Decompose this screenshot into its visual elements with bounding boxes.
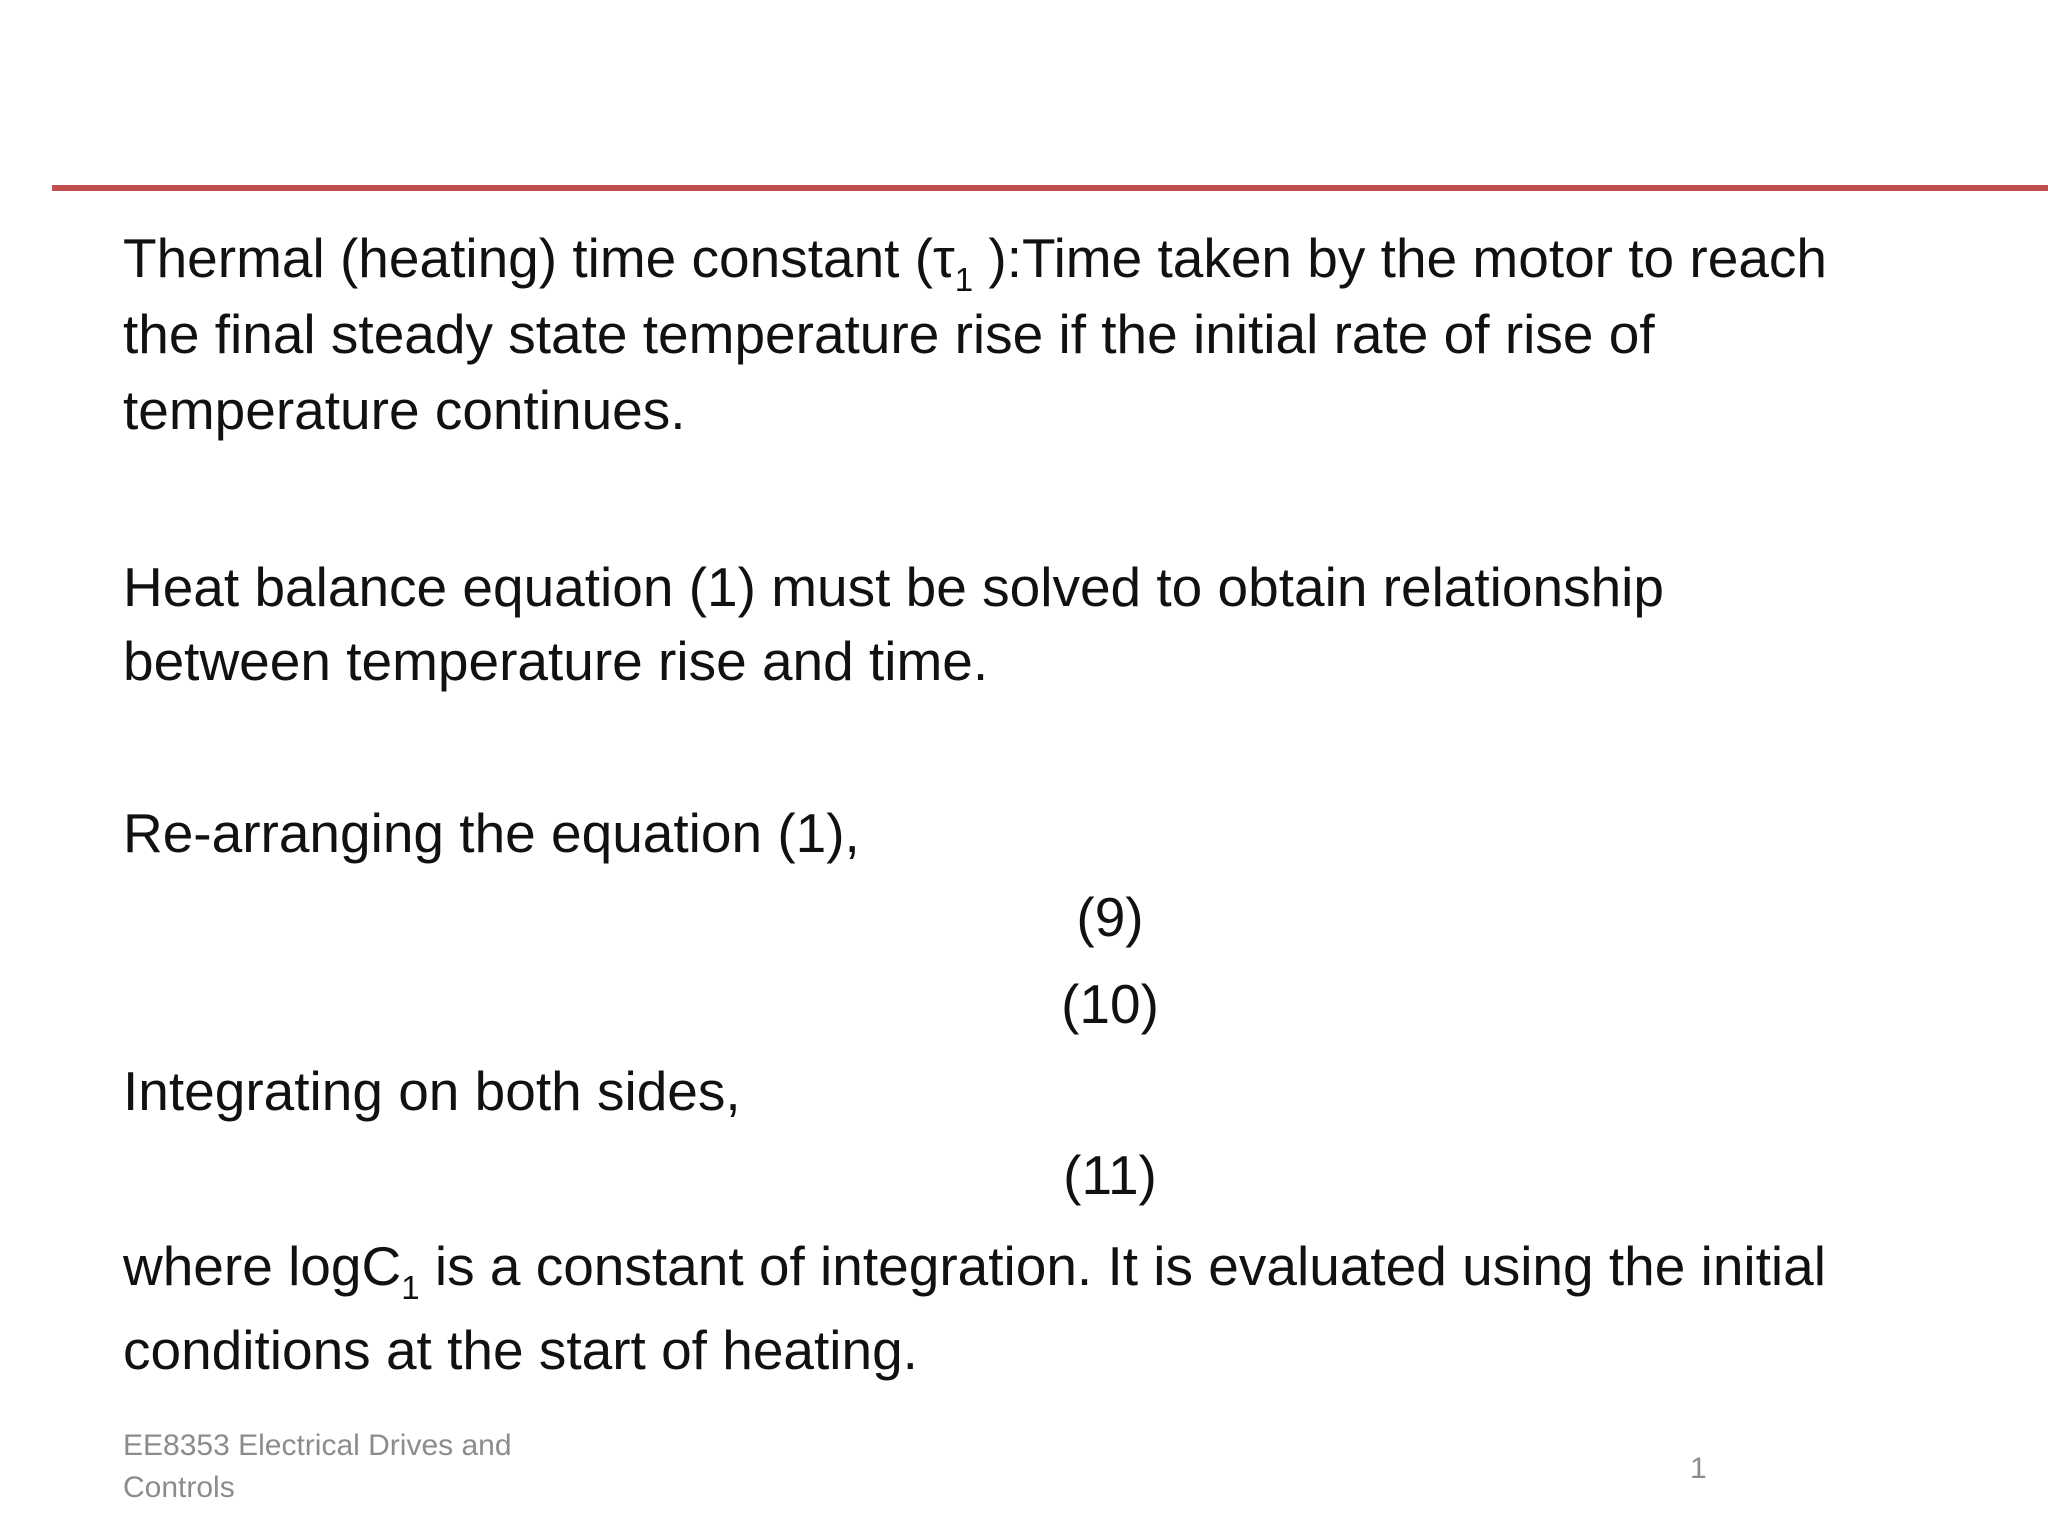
title-divider-rule bbox=[52, 185, 2048, 191]
footer-page-number: 1 bbox=[1690, 1452, 1707, 1485]
definition-text: ):Time taken by the motor to reach bbox=[973, 227, 1828, 289]
equation-number-10: (10) bbox=[1061, 973, 1159, 1035]
footer-course-title: EE8353 Electrical Drives and Controls bbox=[123, 1429, 512, 1504]
integration-constant-paragraph bbox=[123, 1224, 1826, 1392]
integrating-text: Integrating on both sides, bbox=[123, 1060, 741, 1122]
equation-number-11: (11) bbox=[1063, 1144, 1157, 1206]
definition-line-1 bbox=[123, 220, 1827, 296]
constant-text: is a constant of integration. It is evaluated using the initial bbox=[419, 1235, 1826, 1297]
constant-line-2: conditions at the start of heating. bbox=[123, 1319, 918, 1381]
equation-number-9: (9) bbox=[1076, 886, 1144, 948]
definition-line-2: the final steady state temperature rise if the initial rate of rise of bbox=[123, 303, 1655, 365]
definition-line-3: temperature continues. bbox=[123, 379, 686, 441]
constant-text: where logC bbox=[123, 1235, 402, 1297]
tau-subscript: 1 bbox=[954, 261, 974, 298]
definition-text: Thermal (heating) time constant (τ bbox=[123, 227, 955, 289]
heat-balance-line-1: Heat balance equation (1) must be solved to obtain relationship bbox=[123, 556, 1664, 618]
heat-balance-paragraph bbox=[123, 550, 1664, 698]
thermal-time-constant-definition bbox=[123, 220, 1827, 448]
rearranging-text: Re-arranging the equation (1), bbox=[123, 802, 860, 864]
c-subscript: 1 bbox=[401, 1269, 420, 1306]
constant-line-1 bbox=[123, 1224, 1826, 1308]
heat-balance-line-2: between temperature rise and time. bbox=[123, 630, 989, 692]
